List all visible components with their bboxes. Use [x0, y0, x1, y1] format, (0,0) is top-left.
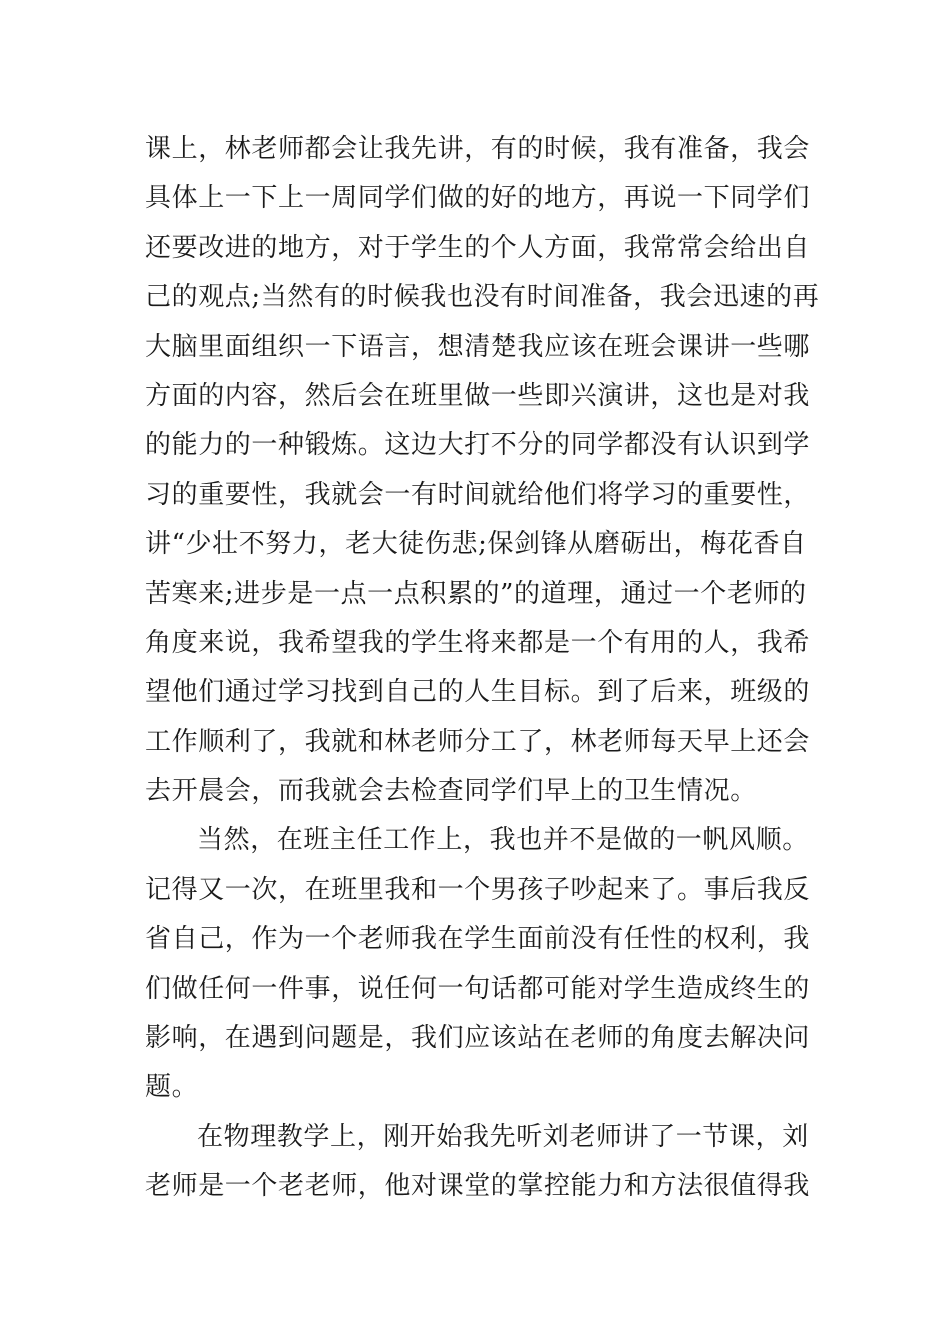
text-line: 老师是一个老老师，他对课堂的掌控能力和方法很值得我: [145, 1171, 811, 1202]
text-line: 大脑里面组织一下语言，想清楚我应该在班会课讲一些哪: [145, 331, 811, 362]
text-line: 苦寒来;进步是一点一点积累的”的道理，通过一个老师的: [145, 578, 807, 609]
text-line: 具体上一下上一周同学们做的好的地方，再说一下同学们: [145, 183, 811, 214]
text-line: 们做任何一件事，说任何一句话都可能对学生造成终生的: [145, 973, 811, 1004]
text-line: 方面的内容，然后会在班里做一些即兴演讲，这也是对我: [145, 380, 811, 411]
paragraph-first-line: 当然，在班主任工作上，我也并不是做的一帆风顺。: [197, 825, 809, 856]
text-line: 讲“少壮不努力，老大徒伤悲;保剑锋从磨砺出，梅花香自: [145, 529, 807, 560]
text-line: 题。: [145, 1072, 199, 1103]
text-line: 课上，林老师都会让我先讲，有的时候，我有准备，我会: [145, 134, 811, 164]
text-line: 习的重要性，我就会一有时间就给他们将学习的重要性，: [145, 479, 811, 510]
body-text: [145, 125, 820, 1212]
text-line: 省自己，作为一个老师我在学生面前没有任性的权利，我: [145, 924, 811, 955]
text-line: 去开晨会，而我就会去检查同学们早上的卫生情况。: [145, 776, 757, 807]
text-line: 的能力的一种锻炼。这边大打不分的同学都没有认识到学: [145, 430, 811, 461]
text-line: 角度来说，我希望我的学生将来都是一个有用的人，我希: [145, 627, 811, 658]
text-line: 记得又一次，在班里我和一个男孩子吵起来了。事后我反: [145, 874, 811, 905]
text-line: 己的观点;当然有的时候我也没有时间准备，我会迅速的再: [145, 282, 820, 313]
paragraph-first-line: 在物理教学上，刚开始我先听刘老师讲了一节课，刘: [197, 1121, 809, 1152]
text-line: 还要改进的地方，对于学生的个人方面，我常常会给出自: [145, 232, 811, 263]
text-line: 望他们通过学习找到自己的人生目标。到了后来，班级的: [145, 677, 811, 708]
text-line: 工作顺利了，我就和林老师分工了，林老师每天早上还会: [145, 726, 811, 757]
text-line: 影响，在遇到问题是，我们应该站在老师的角度去解决问: [145, 1023, 811, 1054]
